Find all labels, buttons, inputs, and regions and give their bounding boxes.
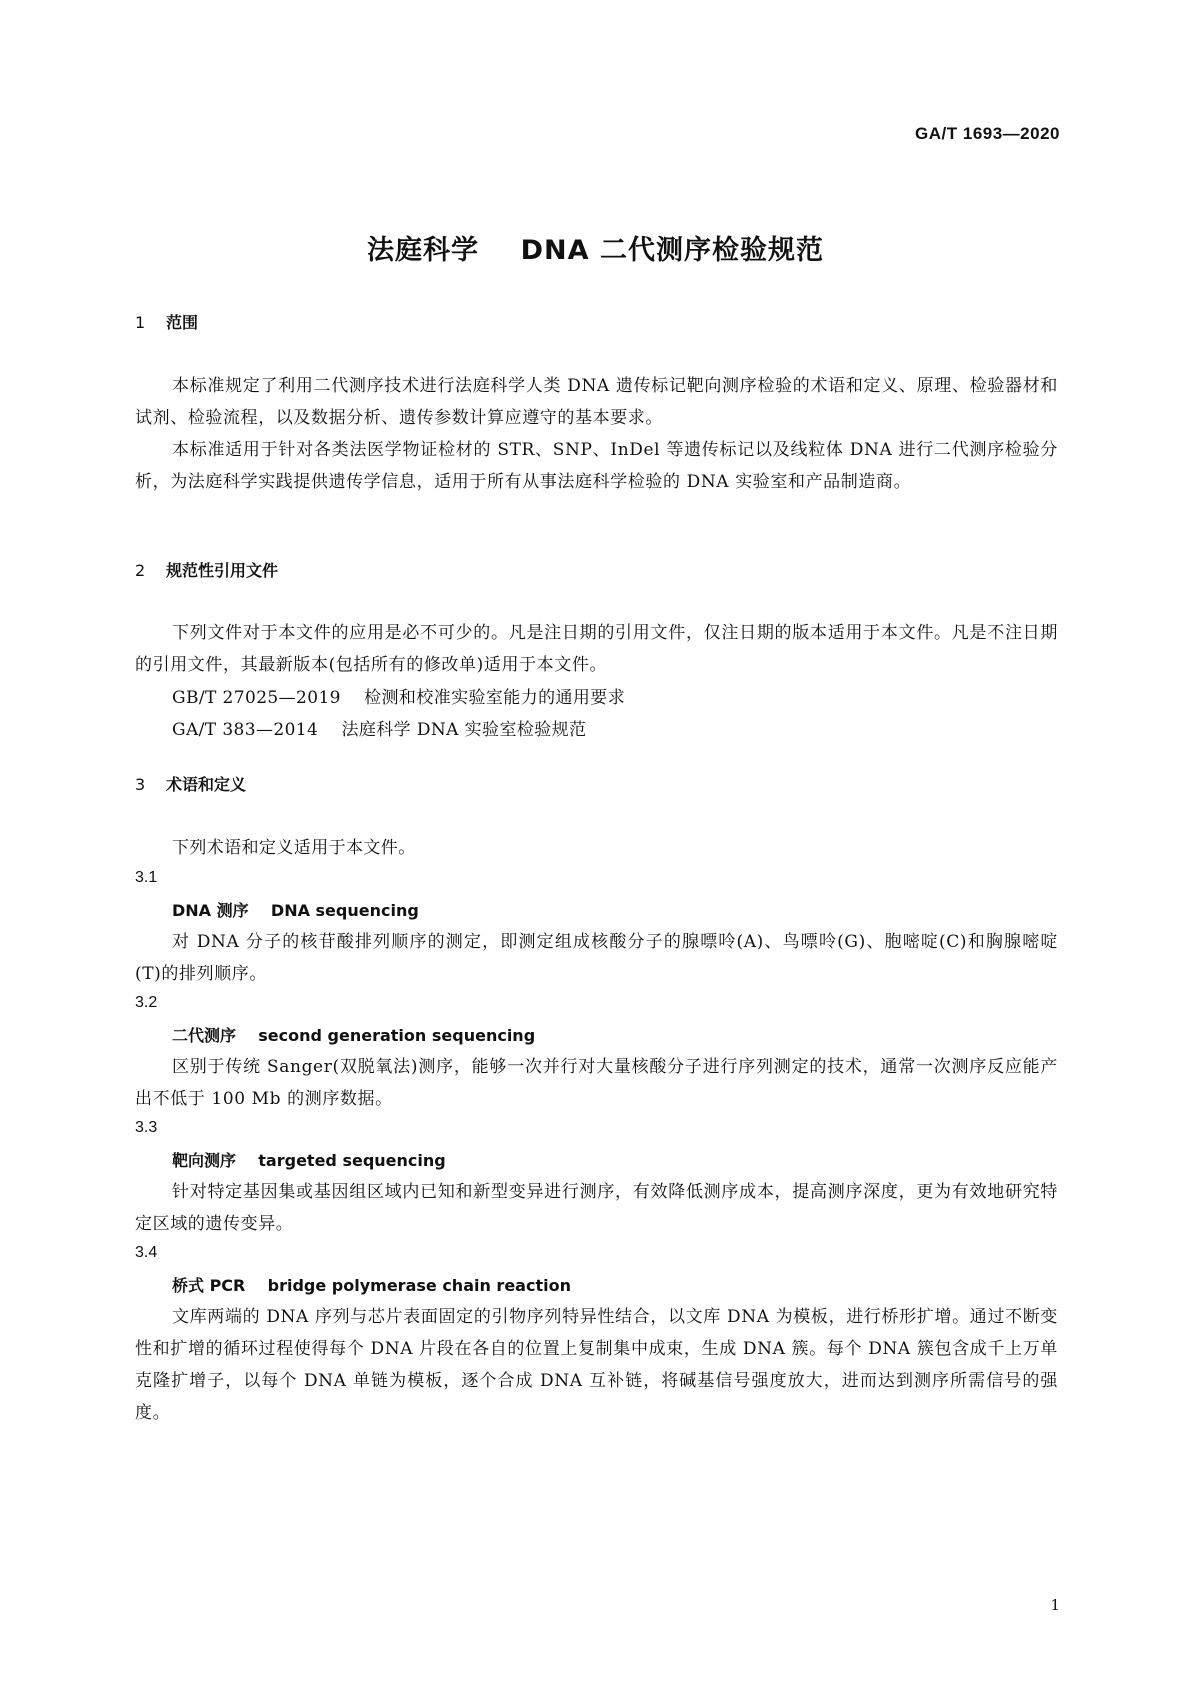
normative-reference: GB/T 27025—2019 检测和校准实验室能力的通用要求 (172, 688, 626, 708)
section-1-paragraph-2: 本标准适用于针对各类法医学物证检材的 STR、SNP、InDel 等遗传标记以及线粒体 DNA 进行二代测序检验分析，为法庭科学实践提供遗传学信息，适用于所有从事法庭科学检验的 DNA 实验室和产品制造商。 (135, 440, 1058, 492)
section-2-paragraph: 下列文件对于本文件的应用是必不可少的。凡是注日期的引用文件，仅注日期的版本适用于本文件。凡是不注日期的引用文件，其最新版本(包括所有的修改单)适用于本文件。 (135, 623, 1058, 675)
normative-reference: GA/T 383—2014 法庭科学 DNA 实验室检验规范 (172, 720, 587, 740)
section-2-title: 规范性引用文件 (166, 561, 279, 580)
term-definition: 区别于传统 Sanger(双脱氧法)测序，能够一次并行对大量核酸分子进行序列测定的技术，通常一次测序反应能产出不低于 100 Mb 的测序数据。 (135, 1057, 1058, 1109)
term-definition: 对 DNA 分子的核苷酸排列顺序的测定，即测定组成核酸分子的腺嘌呤(A)、鸟嘌呤(G)、胞嘧啶(C)和胸腺嘧啶(T)的排列顺序。 (135, 932, 1058, 984)
term-number: 3.3 (135, 1119, 158, 1136)
section-3-intro: 下列术语和定义适用于本文件。 (172, 838, 416, 858)
section-1-paragraph-1: 本标准规定了利用二代测序技术进行法庭科学人类 DNA 遗传标记靶向测序检验的术语和定义、原理、检验器材和试剂、检验流程，以及数据分析、遗传参数计算应遵守的基本要求。 (135, 376, 1058, 428)
term-definition: 针对特定基因集或基因组区域内已知和新型变异进行测序，有效降低测序成本，提高测序深度，更为有效地研究特定区域的遗传变异。 (135, 1182, 1058, 1234)
term-number: 3.2 (135, 994, 158, 1011)
term-title: DNA 测序 DNA sequencing (172, 901, 419, 920)
term-title: 靶向测序 targeted sequencing (172, 1151, 446, 1170)
term-definition: 文库两端的 DNA 序列与芯片表面固定的引物序列特异性结合，以文库 DNA 为模板，进行桥形扩增。通过不断变性和扩增的循环过程使得每个 DNA 片段在各自的位置上复制集中成束，生成 DNA 簇。每个 DNA 簇包含成千上万单克隆扩增子，以每个 DNA 单链为模板，逐个合成 DNA 互补链，将碱基信号强度放大，进而达到测序所需信号的强度。 (135, 1307, 1058, 1423)
section-1-title: 范围 (166, 313, 199, 332)
term-title: 二代测序 second generation sequencing (172, 1026, 536, 1045)
section-1-heading (135, 310, 198, 333)
document-title: 法庭科学 DNA 二代测序检验规范 (367, 235, 824, 266)
standard-code: GA/T 1693—2020 (915, 124, 1060, 143)
term-title: 桥式 PCR bridge polymerase chain reaction (172, 1276, 571, 1295)
term-number: 3.1 (135, 869, 158, 886)
page-number: 1 (1050, 1596, 1060, 1614)
term-number: 3.4 (135, 1244, 158, 1261)
section-3-title: 术语和定义 (166, 775, 247, 794)
section-2-heading (135, 558, 278, 581)
section-3-heading (135, 772, 246, 795)
section-2-number: 2 (135, 561, 146, 580)
section-1-number: 1 (135, 313, 146, 332)
section-3-number: 3 (135, 775, 146, 794)
